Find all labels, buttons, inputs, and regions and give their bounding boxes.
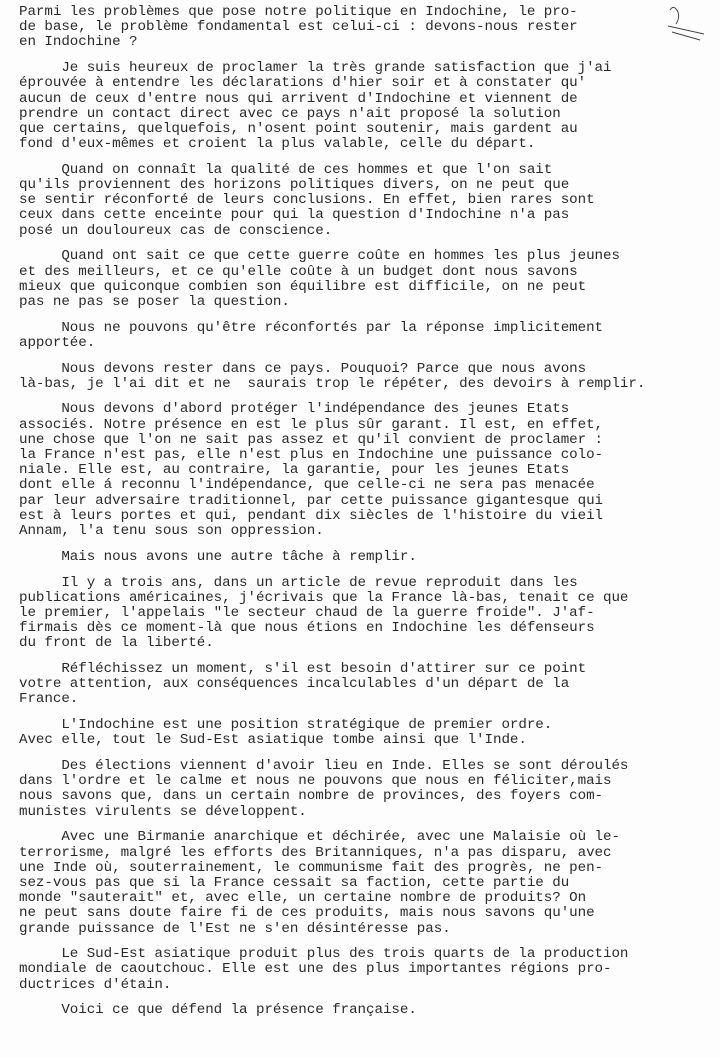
paragraph-1: Parmi les problèmes que pose notre politique en Indochine, le pro- de base, le problème fondamental est celui-ci : devons-nous rester en Indochine ? (19, 4, 578, 51)
paragraph-4: Quand ont sait ce que cette guerre coûte en hommes les plus jeunes et des meilleurs, et ce qu'elle coûte à un budget dont nous savons mieux que quiconque combien son équilibre est difficile, on ne peut pas ne pas se poser la question. (19, 248, 620, 310)
paragraph-7: Nous devons d'abord protéger l'indépendance des jeunes Etats associés. Notre présence en est le plus sûr garant. Il est, en effet, une chose que l'on ne sait pas assez et qu'il convient de proclamer : la France n'est pas, elle n'est plus en Indochine une puissance colo- niale. Elle est, au contraire, la garantie, pour les jeunes Etats dont elle á reconnu l'indépendance, que celle-ci ne sera pas menacée par leur adversaire traditionnel, par cette puissance gigantesque qui est à leurs portes et qui, pendant dix siècles de l'histoire du vieil Annam, l'a tenu sous son oppression. (19, 401, 604, 540)
paragraph-3: Quand on connaît la qualité de ces hommes et que l'on sait qu'ils proviennent des horizons politiques divers, on ne peut que se sentir réconforté de leurs conclusions. En effet, bien rares sont ceux dans cette enceinte pour qui la question d'Indochine n'a pas posé un douloureux cas de conscience. (19, 161, 595, 239)
paragraph-2: Je suis heureux de proclamer la très grande satisfaction que j'ai éprouvée à entendre les déclarations d'hier soir et à constater qu' aucun de ceux d'entre nous qui arrivent d'Indochine et viennent de prendre un contact direct avec ce pays n'ait proposé la solution que certains, quelquefois, n'osent point soutenir, mais gardent au fond d'eux-mêmes et croient la plus valable, celle du départ. (19, 60, 612, 153)
paragraph-8: Mais nous avons une autre tâche à remplir. (19, 548, 417, 565)
paragraph-15: Voici ce que défend la présence française. (19, 1002, 417, 1019)
paragraph-6: Nous devons rester dans ce pays. Pouquoi? Parce que nous avons là-bas, je l'ai dit et ne saurais trop le répéter, des devoirs à remplir. (19, 360, 646, 392)
paragraph-13: Avec une Birmanie anarchique et déchirée, avec une Malaisie où le- terrorisme, malgré les efforts des Britanniques, n'a pas disparu, avec une Inde où, souterrainement, le communisme fait des progrès, ne pen- sez-vous pas que si la France cessait sa faction, cette partie du monde "sauterait" et, avec elle, un certaine nombre de produits? On ne peut sans doute faire fi de ces produits, mais nous savons qu'une grande puissance de l'Est ne s'en désintéresse pas. (19, 829, 620, 937)
paragraph-5: Nous ne pouvons qu'être réconfortés par la réponse implicitement apportée. (19, 319, 604, 351)
paragraph-12: Des élections viennent d'avoir lieu en Inde. Elles se sont déroulés dans l'ordre et le calme et nous ne pouvons que nous en féliciter,mais nous savons que, dans un certain nombre de provinces, des foyers com- munistes virulents se développent. (19, 758, 629, 820)
paragraph-10: Réfléchissez un moment, s'il est besoin d'attirer sur ce point votre attention, aux conséquences incalculables d'un départ de la France. (19, 661, 587, 708)
document-body (19, 5, 719, 1029)
paragraph-14: Le Sud-Est asiatique produit plus des trois quarts de la production mondiale de caoutchouc. Elle est une des plus importantes régions pro- ductrices d'étain. (19, 946, 629, 993)
paragraph-9: Il y a trois ans, dans un article de revue reproduit dans les publications américaines, j'écrivais que la France là-bas, tenait ce que le premier, l'appelais "le secteur chaud de la guerre froide". J'af- firmais dès ce moment-là que nous étions en Indochine les défenseurs du front de la liberté. (19, 574, 629, 652)
paragraph-11: L'Indochine est une position stratégique de premier ordre. Avec elle, tout le Sud-Est asiatique tombe ainsi que l'Inde. (19, 717, 553, 749)
